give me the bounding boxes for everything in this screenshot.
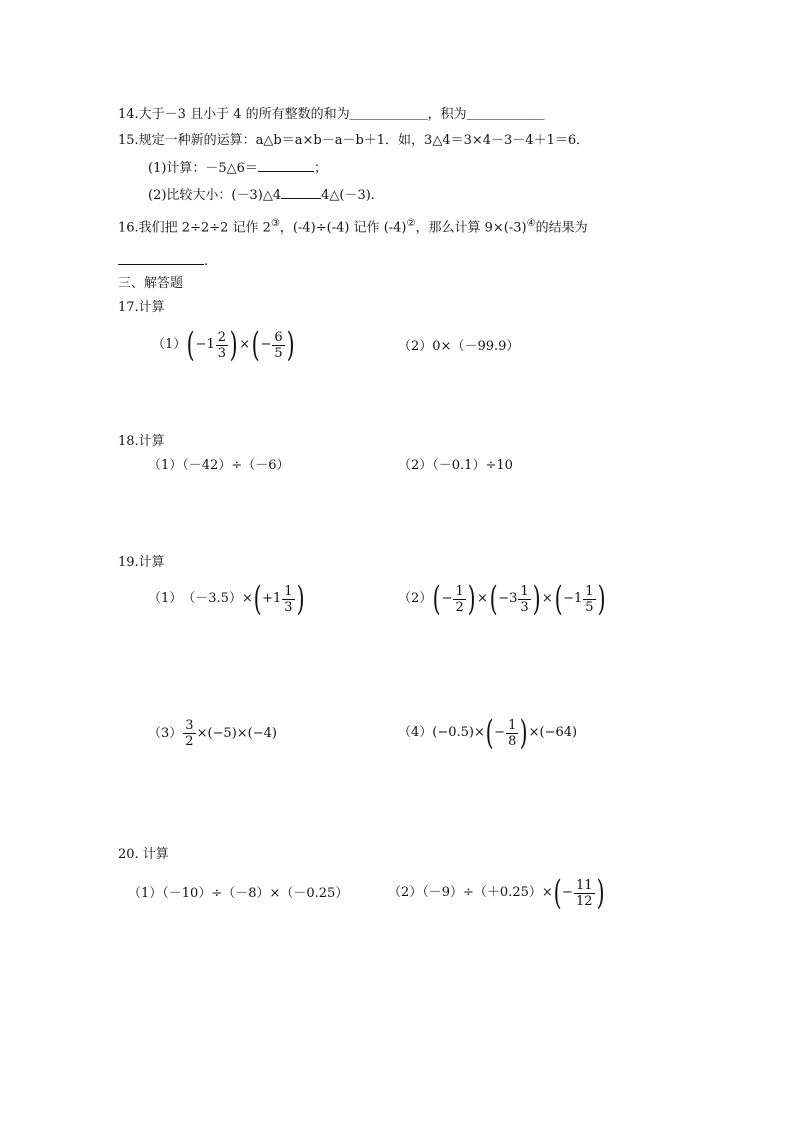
q14-blank-sum: ＿＿＿＿＿＿ — [349, 107, 428, 122]
right-paren: ) — [519, 713, 528, 753]
q19-p4-fraction — [506, 718, 518, 749]
q14-blank-product: ＿＿＿＿＿＿ — [466, 107, 545, 122]
left-paren: ( — [253, 579, 262, 619]
q17-p1-label: （1） — [152, 337, 187, 352]
minus-sign: − — [562, 885, 573, 900]
left-paren: ( — [485, 713, 494, 753]
q15-p2-end: 4△(－3). — [321, 188, 375, 203]
q19-p1-whole: +1 — [262, 591, 282, 606]
q14-mid-text: ，积为 — [427, 107, 467, 122]
left-paren: ( — [186, 325, 195, 365]
times-sign: × — [541, 591, 553, 606]
question-14 — [118, 106, 545, 124]
q19-p2-whole-2: −3 — [498, 591, 518, 606]
q15-p2-label: (2)比较大小：(－3)△4 — [148, 188, 282, 203]
q17-p2-label: （2） — [398, 339, 433, 354]
question-18-title: 18.计算 — [118, 434, 165, 449]
question-20-part-2 — [388, 873, 605, 913]
q15-p2-blank — [281, 186, 321, 199]
right-paren: ) — [229, 325, 238, 365]
right-paren: ) — [596, 873, 605, 913]
denominator: 2 — [455, 599, 464, 615]
left-paren: ( — [553, 873, 562, 913]
section-3-heading: 三、解答题 — [118, 276, 184, 291]
q19-p2-whole-3: −1 — [563, 591, 583, 606]
question-20-part-1: （1）（－10）÷（－8）×（－0.25） — [128, 886, 349, 901]
q15-p1-end: ； — [313, 161, 327, 176]
q20-p2-label: （2）（－9）÷（＋0.25）× — [388, 885, 553, 900]
left-paren: ( — [489, 579, 498, 619]
denominator: 3 — [217, 345, 226, 361]
question-19-part-1 — [148, 579, 305, 619]
question-20-title: 20. 计算 — [118, 847, 169, 862]
q19-p2-label: （2） — [398, 591, 433, 606]
question-18-part-1: （1）（－42）÷（－6） — [148, 458, 290, 473]
q15-p1-label: (1)计算：－5△6＝ — [148, 161, 258, 176]
numerator: 1 — [508, 717, 517, 733]
numerator: 2 — [217, 329, 226, 345]
q15-p1-blank — [258, 159, 314, 172]
denominator: 3 — [284, 599, 293, 615]
q14-text: 14.大于－3 且小于 4 的所有整数的和为 — [118, 107, 350, 122]
numerator: 3 — [185, 718, 194, 733]
question-16 — [118, 215, 588, 237]
denominator: 3 — [520, 599, 529, 615]
question-19-part-3 — [148, 718, 277, 749]
q19-p2-fraction-1 — [453, 584, 465, 615]
question-16-answer-line — [118, 252, 208, 271]
question-19-title: 19.计算 — [118, 555, 165, 570]
times-sign: × — [477, 591, 488, 606]
question-17-part-2 — [398, 338, 519, 356]
denominator: 8 — [508, 733, 517, 749]
question-15-part-2 — [148, 186, 375, 205]
q19-p1-fraction — [282, 584, 294, 615]
question-18-part-2: （2）（－0.1）÷10 — [398, 458, 513, 473]
question-19-part-2 — [398, 579, 606, 619]
minus-sign: − — [441, 591, 453, 606]
q16-circled-4: ④ — [526, 218, 536, 229]
q19-p1-a: （－3.5）× — [182, 591, 253, 606]
left-paren: ( — [432, 579, 441, 619]
q17-p1-whole: −1 — [195, 337, 215, 352]
q16-text-1: 16.我们把 2÷2÷2 记作 2 — [118, 220, 271, 236]
numerator: 1 — [284, 583, 293, 599]
q16-tail: . — [204, 254, 209, 269]
left-paren: ( — [554, 579, 563, 619]
times-sign: × — [239, 337, 251, 352]
q16-text-4: 的结果为 — [535, 220, 588, 236]
minus-sign: − — [494, 725, 506, 740]
q19-p3-label: （3） — [148, 725, 183, 741]
q19-p4-rest: ×(−64) — [528, 725, 578, 740]
q17-p1-fraction-1 — [216, 330, 228, 361]
left-paren: ( — [251, 325, 260, 365]
q16-blank — [118, 252, 204, 265]
question-15: 15.规定一种新的运算：a△b＝a×b－a－b＋1．如，3△4＝3×4－3－4＋1＝6． — [118, 133, 590, 148]
q16-circled-3: ③ — [270, 218, 280, 229]
question-17-title: 17.计算 — [118, 300, 165, 315]
q19-p4-label: （4） — [398, 725, 433, 740]
q19-p2-fraction-3 — [583, 584, 595, 615]
denominator: 2 — [185, 734, 194, 749]
question-19-part-4 — [398, 713, 578, 753]
right-paren: ) — [296, 579, 305, 619]
q16-text-2: ，(-4)÷(-4) 记作 (-4) — [279, 220, 407, 236]
q19-p3-fraction — [183, 718, 195, 749]
right-paren: ) — [286, 325, 295, 365]
q19-p2-fraction-2 — [518, 584, 530, 615]
numerator: 6 — [274, 329, 283, 345]
denominator: 5 — [585, 599, 594, 615]
q19-p4-a: (−0.5)× — [432, 725, 485, 740]
q16-text-3: ，那么计算 9×(-3) — [415, 220, 527, 236]
question-15-part-1 — [148, 159, 327, 178]
numerator: 1 — [520, 583, 529, 599]
right-paren: ) — [597, 579, 606, 619]
denominator: 12 — [575, 893, 593, 909]
q17-p1-mixed-number — [196, 330, 229, 361]
q16-circled-2: ② — [406, 218, 416, 229]
q19-p3-rest: ×(−5)×(−4) — [196, 725, 277, 741]
question-17-part-1 — [152, 325, 295, 365]
q17-p1-fraction-2 — [272, 330, 284, 361]
numerator: 1 — [455, 583, 464, 599]
numerator: 1 — [585, 583, 594, 599]
q19-p1-label: （1） — [148, 591, 183, 606]
denominator: 5 — [274, 345, 283, 361]
q20-p2-fraction — [574, 878, 595, 909]
minus-sign: − — [260, 337, 272, 352]
numerator: 11 — [575, 877, 593, 893]
right-paren: ) — [467, 579, 476, 619]
q17-p2-expr: 0×（－99.9） — [432, 339, 520, 354]
right-paren: ) — [532, 579, 541, 619]
